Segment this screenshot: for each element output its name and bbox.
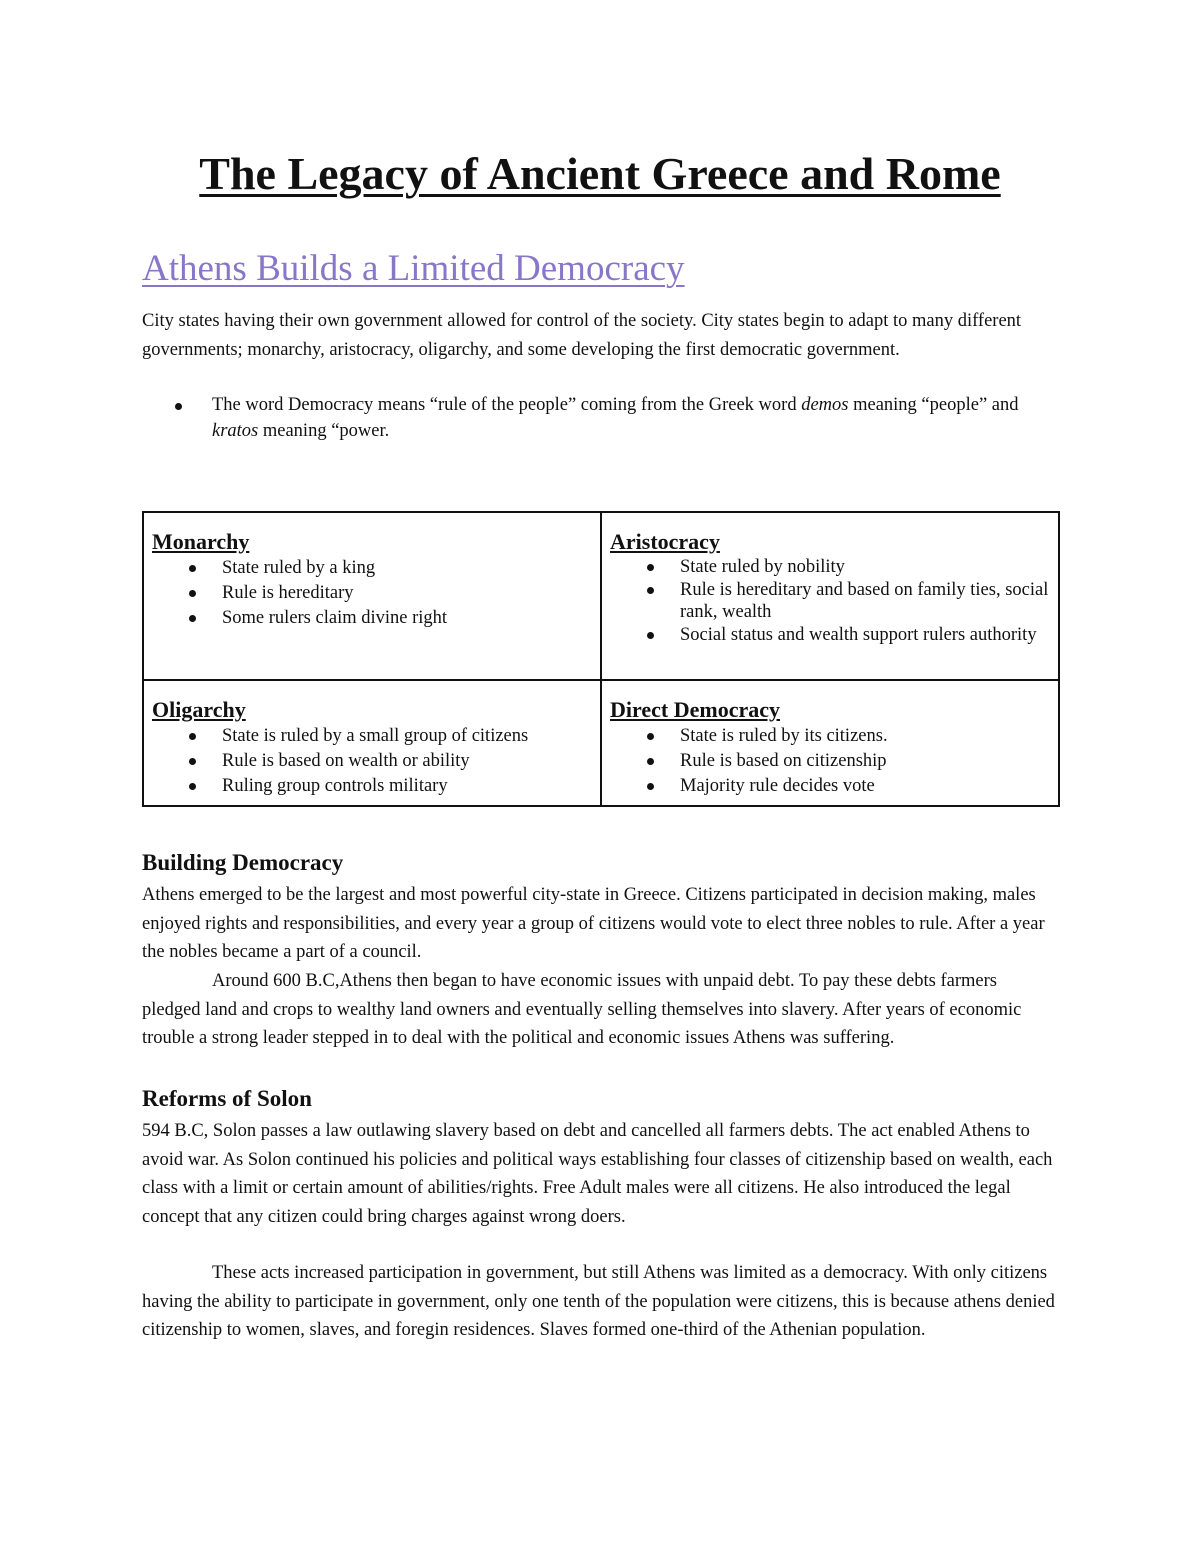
building-paragraph-2: Around 600 B.C,Athens then began to have economic issues with unpaid debt. To pay these debts farmers pledged land and crops to wealthy land owners and eventually selling themselves into slavery. After years of economic trouble a strong leader stepped in to deal with the political and economic issues Athens was suffering. bbox=[142, 971, 1022, 1048]
bullet-text-mid: meaning “people” and bbox=[848, 395, 1019, 415]
list-item: State ruled by nobility bbox=[610, 556, 1050, 579]
solon-paragraph-2: These acts increased participation in government, but still Athens was limited as a democracy. With only citizens having the ability to participate in government, only one tenth of the population were citizens, this is because athens denied citizenship to women, slaves, and foregin residences. Slaves formed one-third of the Athenian population. bbox=[142, 1263, 1055, 1340]
government-types-table bbox=[142, 511, 1060, 807]
list-item: State is ruled by a small group of citizens bbox=[152, 724, 592, 749]
list-item: Rule is hereditary bbox=[152, 581, 592, 606]
democracy-definition-bullet bbox=[170, 392, 1050, 444]
list-item: Ruling group controls military bbox=[152, 774, 592, 799]
monarchy-list bbox=[152, 556, 592, 631]
reforms-of-solon-heading: Reforms of Solon bbox=[142, 1086, 312, 1111]
list-item: Rule is hereditary and based on family ties, social rank, wealth bbox=[610, 579, 1050, 624]
monarchy-heading: Monarchy bbox=[152, 529, 250, 554]
bullet-word-demos: demos bbox=[801, 395, 849, 415]
intro-paragraph: City states having their own government allowed for control of the society. City states begin to adapt to many different governments; monarchy, aristocracy, oligarchy, and some developing the first democratic government. bbox=[142, 311, 1022, 360]
solon-paragraph-1: 594 B.C, Solon passes a law outlawing slavery based on debt and cancelled all farmers debts. The act enabled Athens to avoid war. As Solon continued his policies and political ways establishing four classes of citizenship based on wealth, each class with a limit or certain amount of abilities/rights. Free Adult males were all citizens. He also introduced the legal concept that any citizen could bring charges against wrong doers. bbox=[142, 1121, 1053, 1227]
building-democracy-heading: Building Democracy bbox=[142, 850, 344, 875]
section-heading-athens: Athens Builds a Limited Democracy bbox=[142, 248, 685, 289]
list-item: Social status and wealth support rulers authority bbox=[610, 624, 1050, 647]
bullet-word-kratos: kratos bbox=[212, 421, 259, 441]
table-cell-oligarchy bbox=[144, 681, 602, 805]
direct-democracy-list bbox=[610, 724, 1050, 799]
bullet-text-post: meaning “power. bbox=[258, 421, 390, 441]
direct-democracy-heading: Direct Democracy bbox=[610, 697, 780, 722]
document-title: The Legacy of Ancient Greece and Rome bbox=[199, 148, 1001, 199]
list-item: Rule is based on citizenship bbox=[610, 749, 1050, 774]
list-item: Some rulers claim divine right bbox=[152, 606, 592, 631]
table-cell-monarchy bbox=[144, 513, 602, 681]
list-item: Majority rule decides vote bbox=[610, 774, 1050, 799]
list-item: State ruled by a king bbox=[152, 556, 592, 581]
democracy-bullet-list bbox=[170, 392, 1050, 444]
building-paragraph-1: Athens emerged to be the largest and most powerful city-state in Greece. Citizens participated in decision making, males enjoyed rights and responsibilities, and every year a group of citizens would vote to elect three nobles to rule. After a year the nobles became a part of a council. bbox=[142, 885, 1045, 962]
table-cell-aristocracy bbox=[602, 513, 1058, 681]
oligarchy-heading: Oligarchy bbox=[152, 697, 246, 722]
list-item: Rule is based on wealth or ability bbox=[152, 749, 592, 774]
oligarchy-list bbox=[152, 724, 592, 799]
bullet-text-pre: The word Democracy means “rule of the people” coming from the Greek word bbox=[212, 395, 802, 415]
aristocracy-heading: Aristocracy bbox=[610, 529, 720, 554]
table-cell-direct-democracy bbox=[602, 681, 1058, 805]
aristocracy-list bbox=[610, 556, 1050, 646]
list-item: State is ruled by its citizens. bbox=[610, 724, 1050, 749]
